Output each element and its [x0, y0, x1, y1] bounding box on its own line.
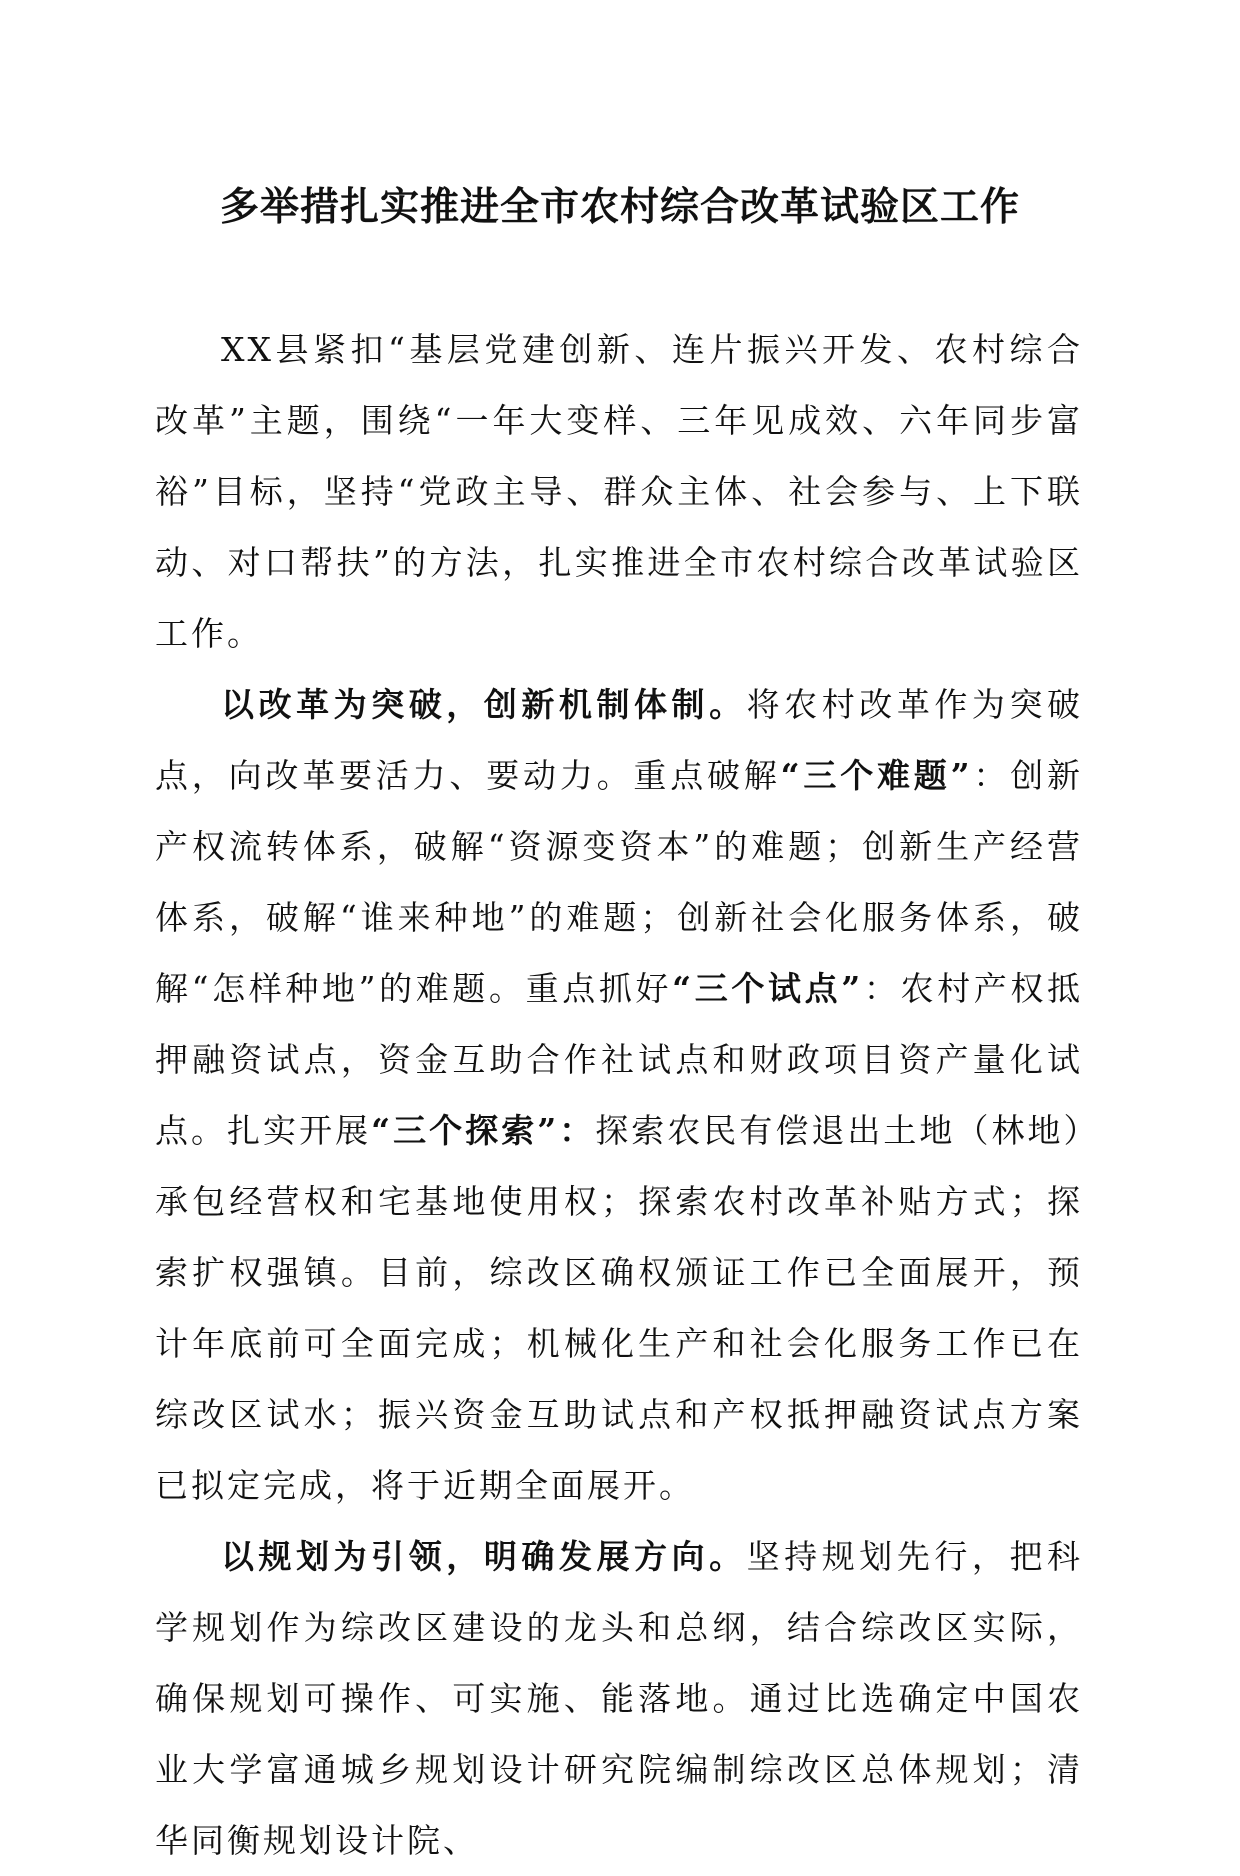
- paragraph-run: ：创新产权流转体系，破解“资源变资本”的难题；创新生产经营体系，破解“谁来种地”的难题；创新社会化服务体系，破解“怎样种地”的难题。重点抓好: [155, 756, 1084, 1008]
- paragraph-run: 坚持规划先行，把科学规划作为综改区建设的龙头和总纲，结合综改区实际，确保规划可操作、可实施、能落地。通过比选确定中国农业大学富通城乡规划设计研究院编制综改区总体规划；清华同衡规划设计院、: [155, 1537, 1084, 1860]
- paragraph-run: XX县紧扣“基层党建创新、连片振兴开发、农村综合改革”主题，围绕“一年大变样、三年见成效、六年同步富裕”目标，坚持“党政主导、群众主体、社会参与、上下联动、对口帮扶”的方法，扎实推进全市农村综合改革试验区工作。: [155, 330, 1083, 653]
- paragraph-planning: [155, 1521, 1083, 1876]
- document-body: [155, 314, 1083, 1876]
- paragraph-run: 将农村改革作为突破点，向改革要活力、要动力。重点破解: [155, 685, 1084, 795]
- paragraph-intro: [155, 314, 1083, 669]
- emphasis-three-pilots: “三个试点”: [672, 969, 864, 1008]
- paragraph-run: ：农村产权抵押融资试点，资金互助合作社试点和财政项目资产量化试点。扎实开展: [155, 969, 1084, 1150]
- document-title: 多举措扎实推进全市农村综合改革试验区工作: [219, 184, 1020, 230]
- paragraph-reform: [155, 669, 1083, 1521]
- paragraph-lead-heading: 以改革为突破，创新机制体制。: [221, 685, 747, 724]
- paragraph-lead-heading: 以规划为引领，明确发展方向。: [221, 1537, 747, 1576]
- emphasis-three-problems: “三个难题”: [780, 756, 973, 795]
- emphasis-three-explorations: “三个探索”：: [371, 1111, 596, 1150]
- paragraph-run: 探索农民有偿退出土地（林地）承包经营权和宅基地使用权；探索农村改革补贴方式；探索扩权强镇。目前，综改区确权颁证工作已全面展开，预计年底前可全面完成；机械化生产和社会化服务工作已在综改区试水；振兴资金互助试点和产权抵押融资试点方案已拟定完成，将于近期全面展开。: [155, 1111, 1083, 1505]
